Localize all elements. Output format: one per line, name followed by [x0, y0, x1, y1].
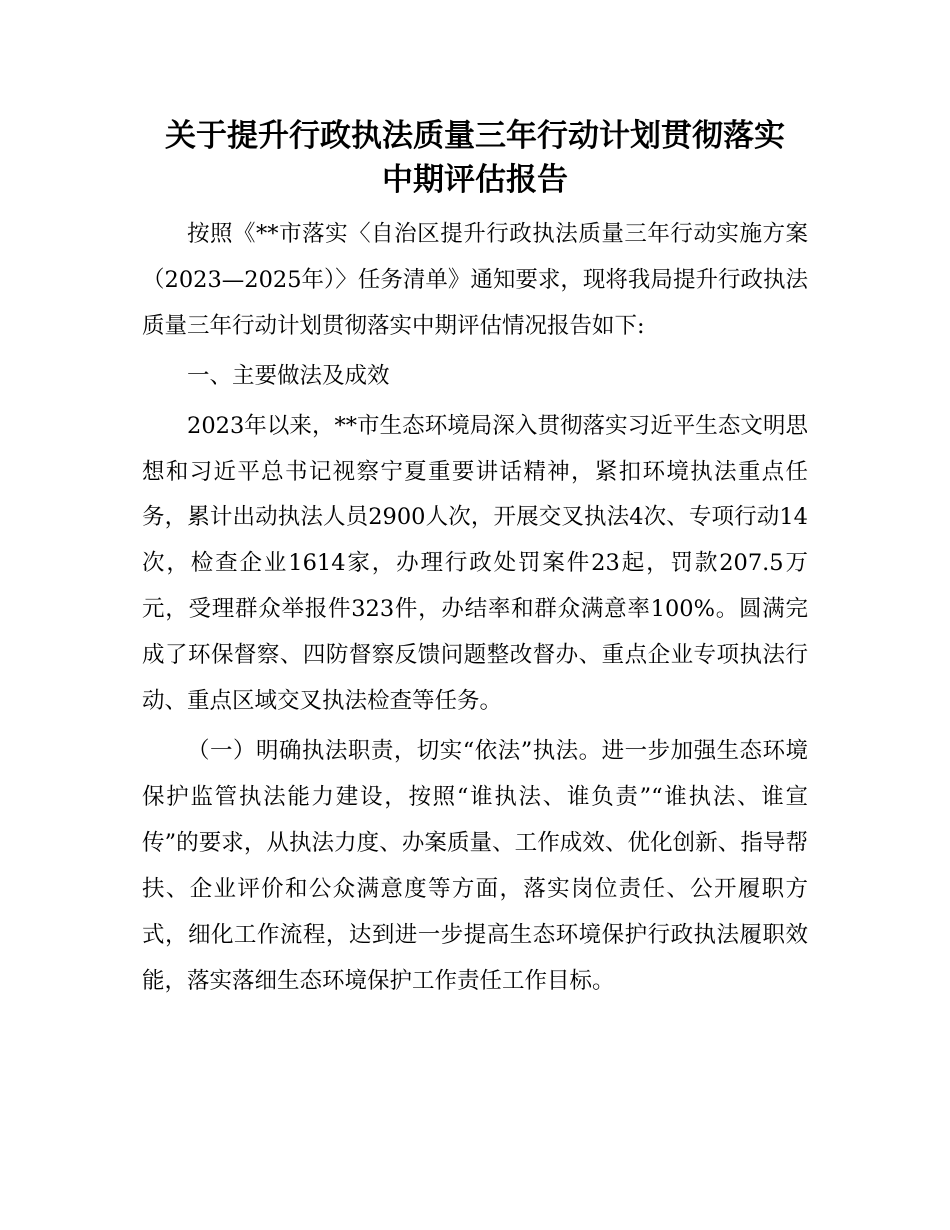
document-title-line-2: 中期评估报告 [382, 162, 568, 198]
document-title-line-1: 关于提升行政执法质量三年行动计划贯彻落实 [165, 118, 785, 154]
intro-paragraph: 按照《**市落实〈自治区提升行政执法质量三年行动实施方案（2023—2025年）〉任务清单》通知要求，现将我局提升行政执法质量三年行动计划贯彻落实中期评估情况报告如下: [142, 221, 808, 339]
summary-paragraph: 2023年以来，**市生态环境局深入贯彻落实习近平生态文明思想和习近平总书记视察宁夏重要讲话精神，紧扣环境执法重点任务，累计出动执法人员2900人次，开展交叉执法4次、专项行动14次，检查企业1614家，办理行政处罚案件23起，罚款207.5万元，受理群众举报件323件，办结率和群众满意率100%。圆满完成了环保督察、四防督察反馈问题整改督办、重点企业专项执法行动、重点区域交叉执法检查等任务。 [142, 412, 808, 715]
item-one-paragraph: （一）明确执法职责，切实“依法”执法。进一步加强生态环境保护监管执法能力建设，按照“谁执法、谁负责”“谁执法、谁宣传”的要求，从执法力度、办案质量、工作成效、优化创新、指导帮扶、企业评价和公众满意度等方面，落实岗位责任、公开履职方式，细化工作流程，达到进一步提高生态环境保护行政执法履职效能，落实落细生态环境保护工作责任工作目标。 [142, 737, 808, 994]
section-heading: 一、主要做法及成效 [187, 362, 390, 389]
document-body [142, 212, 808, 1004]
